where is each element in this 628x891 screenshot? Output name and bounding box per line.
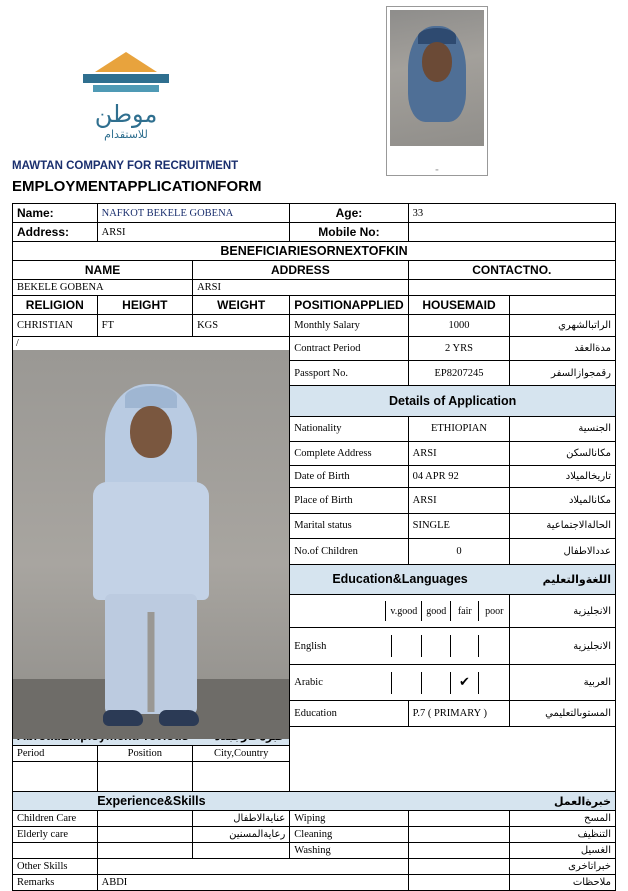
table-row bbox=[13, 875, 616, 891]
date-of-birth-label: Date of Birth bbox=[290, 466, 408, 488]
applicant-photo-cell bbox=[13, 337, 290, 727]
beneficiaries-col-contact: CONTACTNO. bbox=[408, 261, 615, 280]
arabic-row bbox=[290, 664, 510, 701]
abroad-col-period: Period bbox=[13, 746, 98, 762]
logo-arabic-subtitle: للاستقدام bbox=[104, 128, 148, 141]
scale-good: good bbox=[422, 601, 451, 621]
mobile-label: Mobile No: bbox=[290, 223, 408, 242]
beneficiary-contact[interactable] bbox=[408, 280, 615, 296]
logo-mark-icon bbox=[83, 52, 169, 94]
remarks-label: Remarks bbox=[13, 875, 98, 891]
company-name: MAWTAN COMPANY FOR RECRUITMENT bbox=[12, 160, 239, 172]
education-arabic: المستوىالتعليمي bbox=[510, 701, 616, 727]
row-personal-values bbox=[13, 315, 616, 337]
washing-value[interactable] bbox=[408, 843, 510, 859]
beneficiaries-col-name: NAME bbox=[13, 261, 193, 280]
arabic-label: Arabic bbox=[294, 677, 323, 689]
passport-no-value[interactable]: EP8207245 bbox=[408, 361, 510, 386]
place-of-birth-label: Place of Birth bbox=[290, 488, 408, 513]
wiping-arabic: المسح bbox=[510, 811, 616, 827]
english-row bbox=[290, 628, 510, 665]
row-personal-headers bbox=[13, 296, 616, 315]
contract-period-value[interactable]: 2 YRS bbox=[408, 337, 510, 361]
children-care-value[interactable] bbox=[97, 811, 192, 827]
contract-period-arabic: مدةالعقد bbox=[510, 337, 616, 361]
monthly-salary-arabic: الراتبالشهري bbox=[510, 315, 616, 337]
marital-status-arabic: الحالةالاجتماعية bbox=[510, 513, 616, 538]
beneficiaries-band-label: BENEFICIARIESORNEXTOFKIN bbox=[13, 242, 616, 261]
nationality-arabic: الجنسية bbox=[510, 416, 616, 441]
abroad-col-city: City,Country bbox=[193, 746, 290, 762]
row-experience-band bbox=[13, 792, 616, 811]
wiping-value[interactable] bbox=[408, 811, 510, 827]
name-value[interactable]: NAFKOT BEKELE GOBENA bbox=[97, 204, 290, 223]
other-skills-label: Other Skills bbox=[13, 859, 98, 875]
scale-blank bbox=[290, 601, 386, 621]
elderly-care-value[interactable] bbox=[97, 827, 192, 843]
education-label: Education bbox=[290, 701, 408, 727]
religion-value[interactable]: CHRISTIAN bbox=[13, 315, 98, 337]
languages-arabic-header: الانجليزية bbox=[510, 594, 616, 627]
religion-label: RELIGION bbox=[13, 296, 98, 315]
experience-band-label-ar: خبرةالعمل bbox=[290, 792, 616, 811]
row-beneficiaries-band bbox=[13, 242, 616, 261]
scale-fair: fair bbox=[451, 601, 479, 621]
remarks-blank[interactable] bbox=[408, 875, 510, 891]
name-label: Name: bbox=[13, 204, 98, 223]
washing-arabic: الغسيل bbox=[510, 843, 616, 859]
company-logo bbox=[56, 52, 196, 141]
table-row bbox=[13, 811, 616, 827]
marital-status-label: Marital status bbox=[290, 513, 408, 538]
no-of-children-label: No.of Children bbox=[290, 539, 408, 564]
row-beneficiaries-headers bbox=[13, 261, 616, 280]
arabic-fair[interactable]: ✔ bbox=[450, 672, 478, 694]
table-row bbox=[13, 280, 616, 296]
experience-band-label-en: Experience&Skills bbox=[13, 792, 290, 811]
elderly-care-label: Elderly care bbox=[13, 827, 98, 843]
row-name-age bbox=[13, 204, 616, 223]
complete-address-value[interactable]: ARSI bbox=[408, 442, 510, 466]
remarks-value[interactable]: ABDI bbox=[97, 875, 408, 891]
table-row bbox=[13, 859, 616, 875]
complete-address-label: Complete Address bbox=[290, 442, 408, 466]
page-title: EMPLOYMENTAPPLICATIONFORM bbox=[12, 178, 262, 195]
beneficiary-name[interactable]: BEKELE GOBENA bbox=[13, 280, 193, 296]
height-label: HEIGHT bbox=[97, 296, 192, 315]
arabic-poor[interactable] bbox=[479, 672, 510, 694]
scale-poor: poor bbox=[479, 601, 509, 621]
beneficiaries-col-address: ADDRESS bbox=[193, 261, 409, 280]
arabic-good[interactable] bbox=[422, 672, 450, 694]
passport-photo-image bbox=[390, 10, 484, 146]
table-row bbox=[13, 843, 616, 859]
wiping-label: Wiping bbox=[290, 811, 408, 827]
english-poor[interactable] bbox=[479, 635, 510, 657]
blank-left-label bbox=[13, 843, 98, 859]
marital-status-value[interactable]: SINGLE bbox=[408, 513, 510, 538]
age-label: Age: bbox=[290, 204, 408, 223]
details-band-label: Details of Application bbox=[290, 386, 616, 416]
complete-address-arabic: مكانالسكن bbox=[510, 442, 616, 466]
other-skills-value[interactable] bbox=[97, 859, 408, 875]
abroad-col-position: Position bbox=[97, 746, 192, 762]
washing-label: Washing bbox=[290, 843, 408, 859]
other-skills-blank[interactable] bbox=[408, 859, 510, 875]
date-of-birth-arabic: تاريخالميلاد bbox=[510, 466, 616, 488]
passport-no-arabic: رقمجوازالسفر bbox=[510, 361, 616, 386]
position-spacer bbox=[510, 296, 616, 315]
nationality-value[interactable]: ETHIOPIAN bbox=[408, 416, 510, 441]
application-form-table bbox=[12, 203, 616, 891]
scale-vgood: v.good bbox=[386, 601, 422, 621]
place-of-birth-value[interactable]: ARSI bbox=[408, 488, 510, 513]
weight-label: WEIGHT bbox=[193, 296, 290, 315]
date-of-birth-value[interactable]: 04 APR 92 bbox=[408, 466, 510, 488]
education-value[interactable]: P.7 ( PRIMARY ) bbox=[408, 701, 510, 727]
children-care-label: Children Care bbox=[13, 811, 98, 827]
address-label: Address: bbox=[13, 223, 98, 242]
children-care-arabic: عنايةالاطفال bbox=[193, 811, 290, 827]
slash-mark: / bbox=[16, 338, 19, 349]
passport-no-label: Passport No. bbox=[290, 361, 408, 386]
document-header bbox=[0, 0, 628, 200]
position-applied-label: POSITIONAPPLIED bbox=[290, 296, 408, 315]
english-label: English bbox=[294, 640, 327, 652]
nationality-label: Nationality bbox=[290, 416, 408, 441]
education-band-label-en: Education&Languages bbox=[290, 564, 510, 594]
english-fair[interactable] bbox=[450, 635, 478, 657]
row-abroad-values bbox=[13, 762, 616, 792]
monthly-salary-value[interactable]: 1000 bbox=[408, 315, 510, 337]
blank-left-arabic bbox=[193, 843, 290, 859]
place-of-birth-arabic: مكانالميلاد bbox=[510, 488, 616, 513]
english-arabic: الانجليزية bbox=[510, 628, 616, 665]
education-band-label-ar: اللغةوالتعليم bbox=[510, 564, 616, 594]
other-skills-arabic: خبراتاخرى bbox=[510, 859, 616, 875]
mobile-value[interactable] bbox=[408, 223, 615, 242]
remarks-arabic: ملاحظات bbox=[510, 875, 616, 891]
no-of-children-arabic: عددالاطفال bbox=[510, 539, 616, 564]
cleaning-arabic: التنظيف bbox=[510, 827, 616, 843]
cleaning-label: Cleaning bbox=[290, 827, 408, 843]
passport-photo-caption: = bbox=[435, 168, 439, 174]
language-scale-header bbox=[290, 594, 510, 627]
row-abroad-headers bbox=[13, 746, 616, 762]
arabic-vgood[interactable] bbox=[391, 672, 422, 694]
applicant-photo-image bbox=[13, 350, 289, 739]
arabic-arabic: العربية bbox=[510, 664, 616, 701]
monthly-salary-label: Monthly Salary bbox=[290, 315, 408, 337]
height-value[interactable]: FT bbox=[97, 315, 192, 337]
english-good[interactable] bbox=[422, 635, 450, 657]
english-vgood[interactable] bbox=[391, 635, 422, 657]
logo-arabic-name: موطن bbox=[94, 100, 158, 128]
elderly-care-arabic: رعايةالمسنين bbox=[193, 827, 290, 843]
no-of-children-value[interactable]: 0 bbox=[408, 539, 510, 564]
passport-photo bbox=[386, 6, 488, 176]
position-applied-value: HOUSEMAID bbox=[408, 296, 510, 315]
age-value[interactable]: 33 bbox=[408, 204, 615, 223]
abroad-period-value[interactable] bbox=[13, 762, 98, 792]
blank-left-value[interactable] bbox=[97, 843, 192, 859]
beneficiary-address[interactable]: ARSI bbox=[193, 280, 409, 296]
cleaning-value[interactable] bbox=[408, 827, 510, 843]
contract-period-label: Contract Period bbox=[290, 337, 408, 361]
address-value[interactable]: ARSI bbox=[97, 223, 290, 242]
row-address-mobile bbox=[13, 223, 616, 242]
abroad-city-value[interactable] bbox=[193, 762, 290, 792]
weight-value[interactable]: KGS bbox=[193, 315, 290, 337]
abroad-position-value[interactable] bbox=[97, 762, 192, 792]
table-row bbox=[13, 827, 616, 843]
row-photo-contract bbox=[13, 337, 616, 361]
